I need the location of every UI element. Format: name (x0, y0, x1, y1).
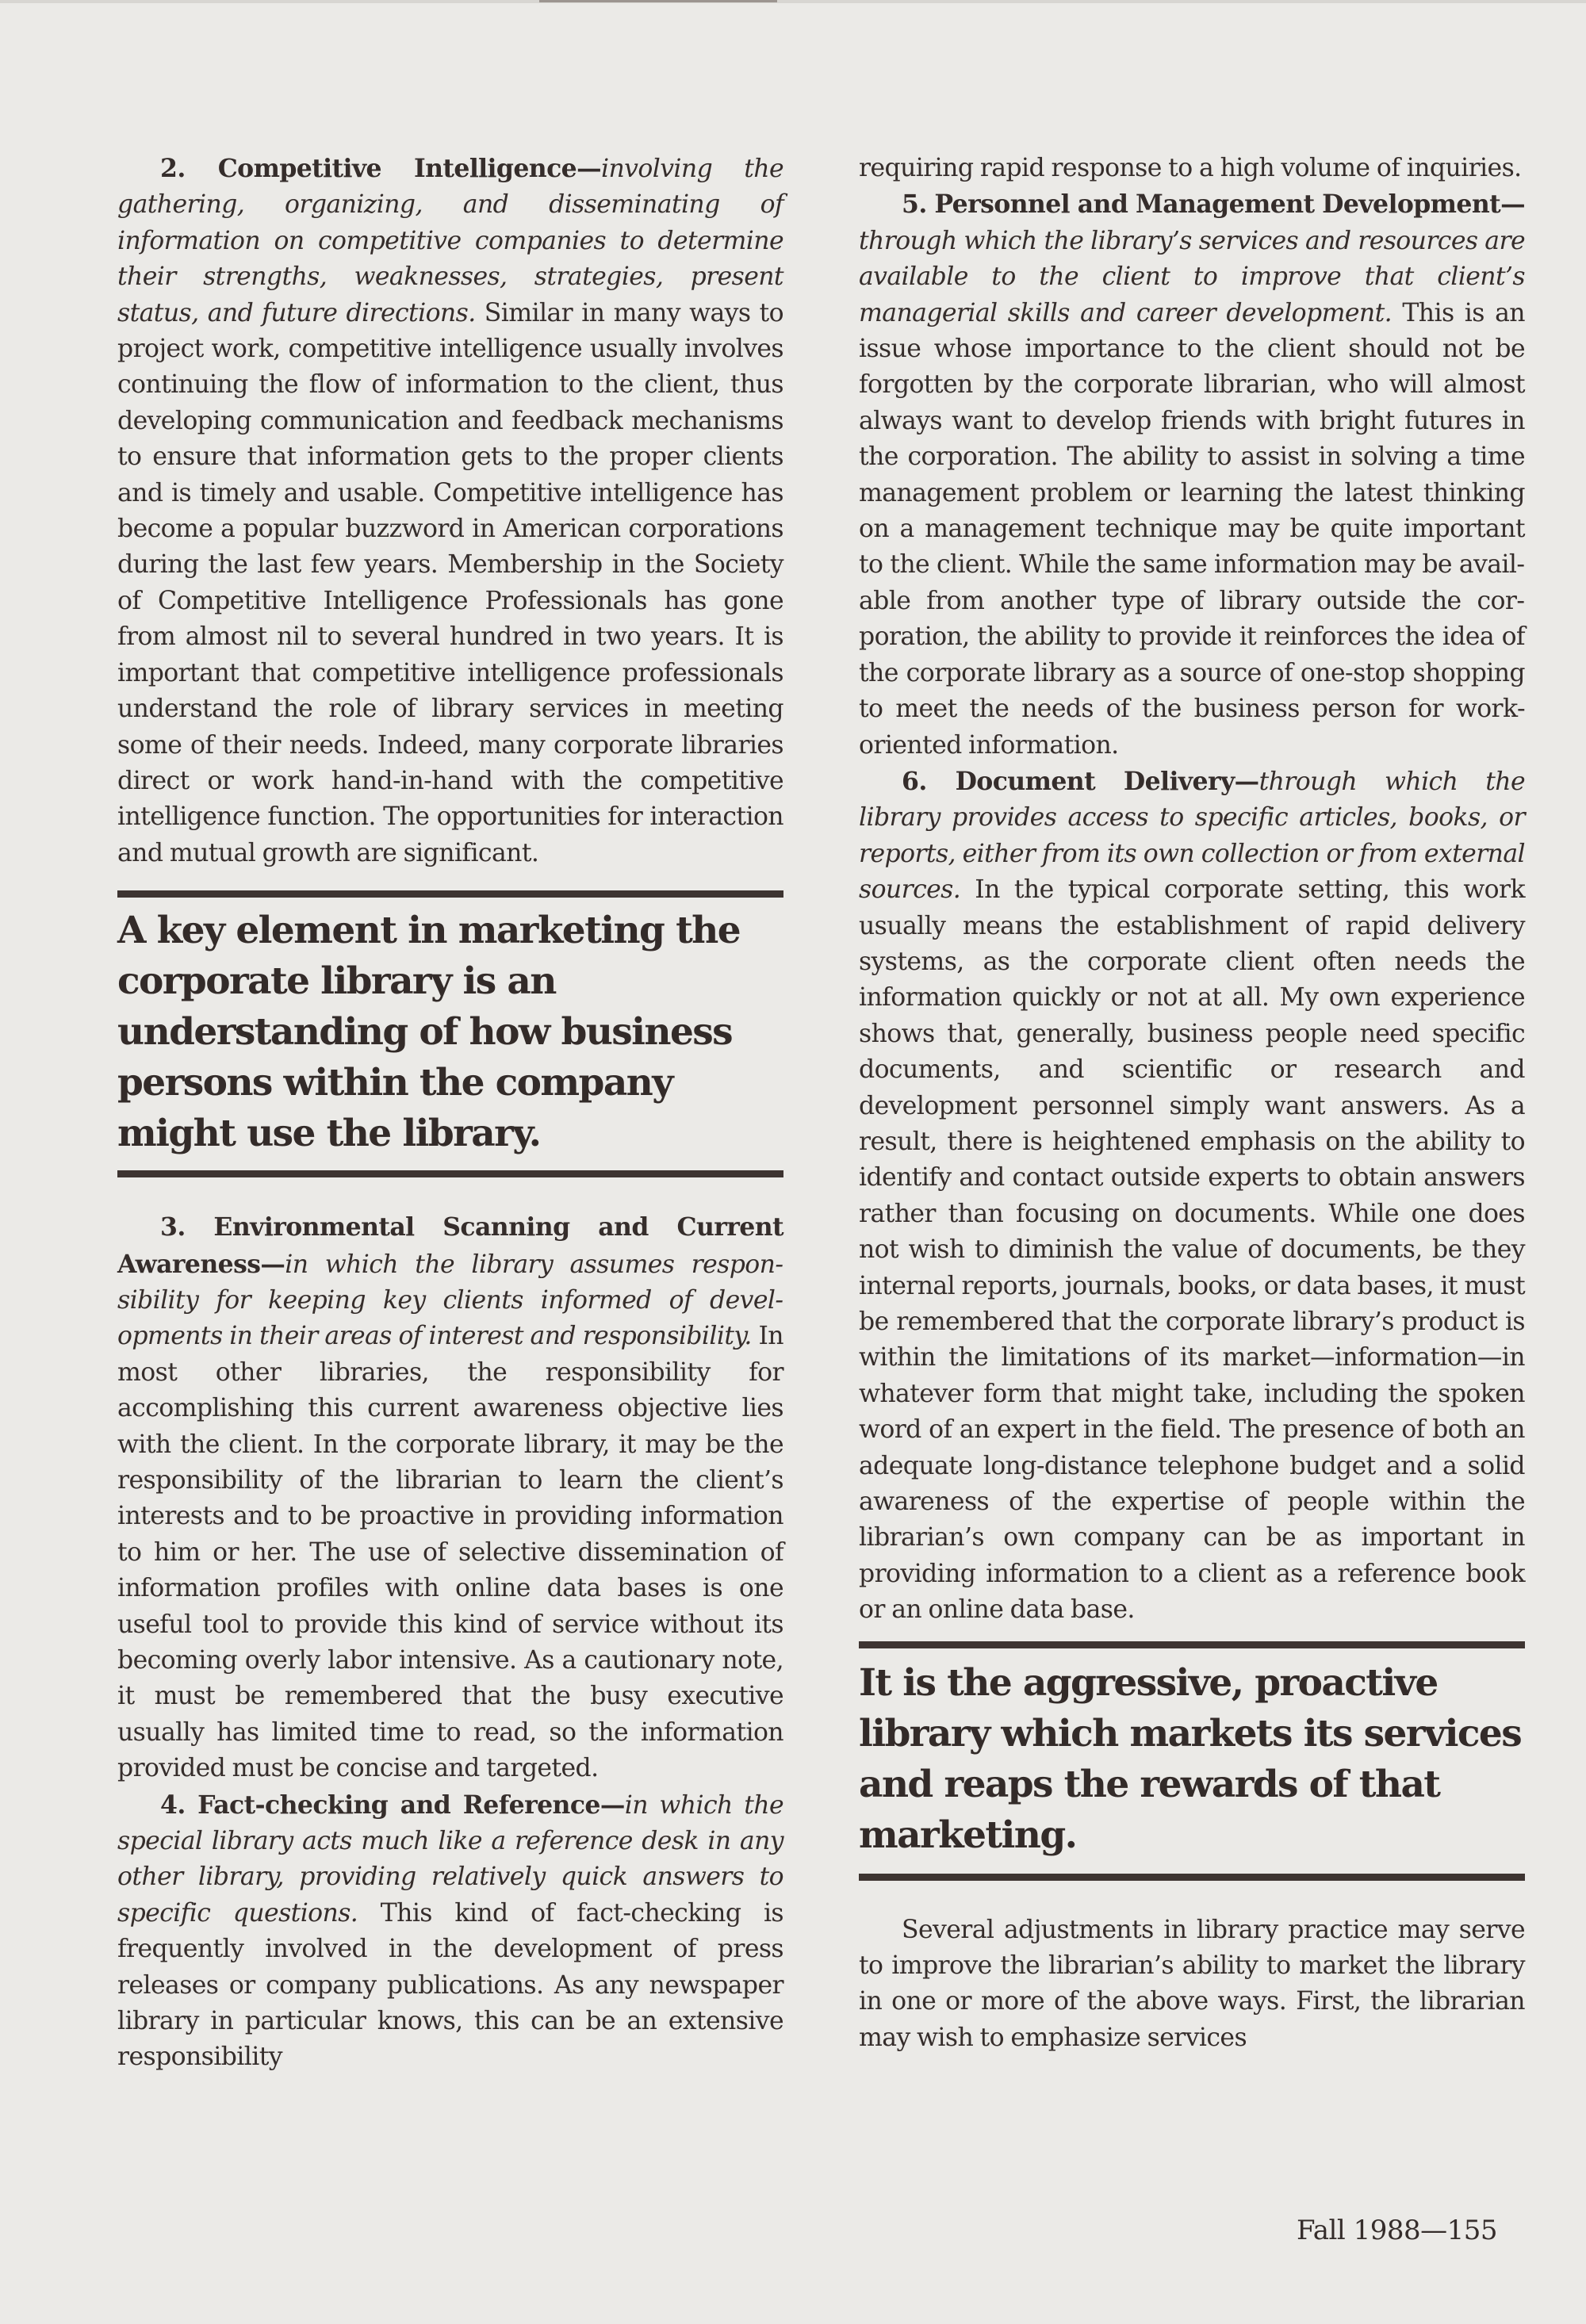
item-body: Similar in many ways to project work, competitive intelligence usually involves continuing the flow of information to the client, thus developing communication and feedback mechanisms to ensure that information gets to the proper clients and is timely and usable. Competitive intelligence has become a popular buzzword in American corporations during the last few years. Membership in the Society of Competitive Intelligence Professionals has gone from almost nil to several hundred in two years. It is important that competitive intelligence professionals understand the role of library services in meeting some of their needs. Indeed, many corporate libraries direct or work hand-in-hand with the competitive intelligence function. The opportunities for interaction and mutual growth are significant. (117, 298, 783, 867)
item-body: This kind of fact-checking is frequently involved in the development of press releases or company publications. As any newspaper library in particular knows, this can be an extensive responsibility (117, 1898, 783, 2072)
item-fact-checking (117, 1787, 783, 2076)
item-heading: 3. Environmental Scanning and Current Awareness— (117, 1212, 783, 1279)
item-definition: in which the library assumes responsibility for keeping key clients informed of developments in their areas of interest and responsibility. (117, 1250, 783, 1351)
pullquote-aggressive-library (859, 1641, 1525, 1881)
item-heading: 6. Document Delivery— (902, 766, 1259, 796)
pullquote-text: A key element in marketing the corporate library is an understanding of how business persons within the company might use the library. (117, 909, 741, 1156)
top-page-edge (0, 0, 1586, 3)
pullquote-text: It is the aggressive, proactive library which markets its services and reaps the rewards of that marketing. (859, 1660, 1522, 1857)
right-column (859, 151, 1525, 2056)
closing-paragraph: Several adjustments in library practice may serve to improve the librarian’s ability to market the library in one or more of the above ways. First, the librarian may wish to emphasize services (859, 1915, 1525, 2052)
item-body: This is an issue whose importance to the client should not be forgotten by the corporate librarian, who will almost always want to develop friends with bright futures in the corporation. The ability to assist in solving a time management problem or learning the latest thinking on a management technique may be quite important to the client. While the same information may be available from another type of library outside the corporation, the ability to provide it reinforces the idea of the corporate library as a source of one-stop shopping to meet the needs of the business person for work-oriented information. (859, 298, 1525, 760)
left-column (117, 151, 783, 2076)
item-heading: 5. Personnel and Management Development— (902, 190, 1525, 220)
pullquote-rule-bottom (117, 1170, 783, 1177)
item-personnel-development (859, 186, 1525, 764)
item-body: In most other libraries, the responsibility for accomplishing this current awareness objective lies with the client. In the corporate library, it may be the responsibility of the librarian to learn the client’s interests and to be proactive in providing information to him or her. The use of selective dissemination of information profiles with online data bases is one useful tool to provide this kind of service without its becoming overly labor intensive. As a cautionary note, it must be remembered that the busy executive usually has limited time to read, so the information provided must be concise and targeted. (117, 1322, 783, 1783)
item-definition: involving the gathering, organizing, and disseminating of information on competitive companies to determine their strengths, weaknesses, strategies, present status, and future directions. (117, 155, 783, 327)
item-heading: 4. Fact-checking and Reference— (160, 1790, 625, 1820)
item-document-delivery (859, 764, 1525, 1629)
pullquote-rule-top (859, 1641, 1525, 1648)
item-competitive-intelligence (117, 151, 783, 871)
item-definition: through which the library provides access to specific articles, books, or reports, either from its own collection or from external sources. (859, 767, 1526, 905)
item-definition: in which the special library acts much like a reference desk in any other library, providing relatively quick answers to specific questions. (117, 1790, 783, 1928)
item-fact-checking-continued: requiring rapid response to a high volume of inquiries. (859, 154, 1522, 182)
item-definition: through which the library’s services and resources are available to the client to improve that client’s managerial skills and career development. (859, 226, 1525, 327)
item-body: In the typical corporate setting, this work usually means the establishment of rapid delivery systems, as the corporate client often needs the information quickly or not at all. My own experience shows that, generally, business people need specific documents, and scientific or research and development personnel simply want answers. As a result, there is heightened emphasis on the ability to identify and contact outside experts to obtain answers rather than focusing on documents. While one does not wish to diminish the value of documents, be they internal reports, journals, books, or data bases, it must be remembered that the corporate library’s product is within the limitations of its market—information—in whatever form that might take, including the spoken word of an expert in the field. The presence of both an adequate long-distance telephone budget and a solid awareness of the expertise of people within the librarian’s own company can be as important in providing information to a client as a reference book or an online data base. (859, 875, 1525, 1625)
pullquote-rule-top (117, 890, 783, 898)
item-environmental-scanning (117, 1209, 783, 1787)
page-folio: Fall 1988—155 (1297, 2215, 1498, 2246)
item-heading: 2. Competitive Intelligence— (160, 154, 602, 183)
pullquote-rule-bottom (859, 1874, 1525, 1881)
bleed-through-mark (539, 0, 777, 2)
pullquote-key-element (117, 890, 783, 1177)
